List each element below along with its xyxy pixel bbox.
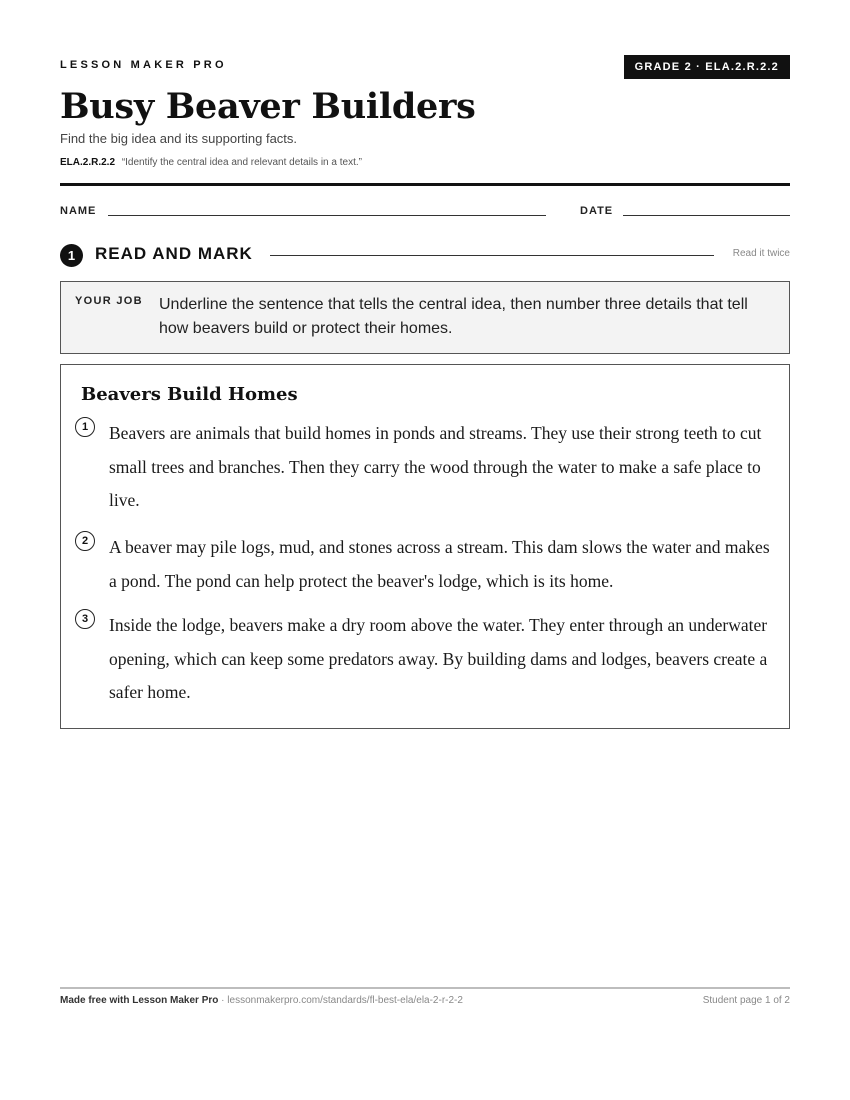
name-label: NAME [60, 205, 97, 217]
paragraph-text: Beavers are animals that build homes in ponds and streams. They use their strong teeth to cut small trees and branches. Then they carry the wood through the water to make a safe place to live. [109, 423, 762, 510]
footer-separator: · [218, 995, 228, 1006]
passage-paragraph [75, 609, 771, 710]
paragraph-text: Inside the lodge, beavers make a dry room above the water. They enter through an underwater opening, which can keep some predators away. By building dams and lodges, beavers create a safer home. [109, 615, 768, 702]
paragraph-number-icon: 3 [75, 609, 95, 629]
section-1-heading [60, 243, 790, 267]
instructions-text: Underline the sentence that tells the central idea, then number three details that tell how beavers build or protect their homes. [159, 296, 748, 337]
name-write-line[interactable] [108, 215, 546, 216]
instructions-box [60, 281, 790, 354]
top-bar [60, 55, 790, 79]
worksheet-subtitle: Find the big idea and its supporting facts. [60, 131, 298, 146]
section-note: Read it twice [732, 248, 790, 259]
reading-passage [60, 364, 790, 729]
section-number-badge: 1 [60, 244, 83, 267]
date-label: DATE [580, 205, 614, 217]
paragraph-text: A beaver may pile logs, mud, and stones across a stream. This dam slows the water and makes a pond. The pond can help protect the beaver's lodge, which is its home. [109, 537, 770, 591]
footer-divider [60, 987, 790, 989]
footer-url[interactable]: lessonmakerpro.com/standards/fl-best-ela/ela-2-r-2-2 [227, 995, 463, 1006]
passage-paragraph [75, 417, 771, 518]
date-write-line[interactable] [623, 215, 790, 216]
standard-reference [60, 157, 362, 168]
brand-name: LESSON MAKER PRO [60, 59, 227, 71]
footer-credit [60, 995, 463, 1006]
standard-code: ELA.2.R.2.2 [60, 157, 116, 168]
footer-made-with: Made free with Lesson Maker Pro [60, 995, 219, 1006]
section-divider [270, 255, 714, 256]
instructions-label: YOUR JOB [75, 295, 143, 307]
page-indicator: Student page 1 of 2 [702, 995, 790, 1006]
header-divider [60, 183, 790, 186]
grade-badge: GRADE 2 · ELA.2.R.2.2 [624, 55, 790, 79]
worksheet-title: Busy Beaver Builders [60, 86, 476, 127]
standard-description: “Identify the central idea and relevant details in a text.” [121, 157, 362, 168]
passage-paragraph [75, 531, 771, 598]
section-title: READ AND MARK [95, 244, 253, 263]
paragraph-number-icon: 2 [75, 531, 95, 551]
paragraph-number-icon: 1 [75, 417, 95, 437]
passage-title: Beavers Build Homes [81, 384, 298, 405]
